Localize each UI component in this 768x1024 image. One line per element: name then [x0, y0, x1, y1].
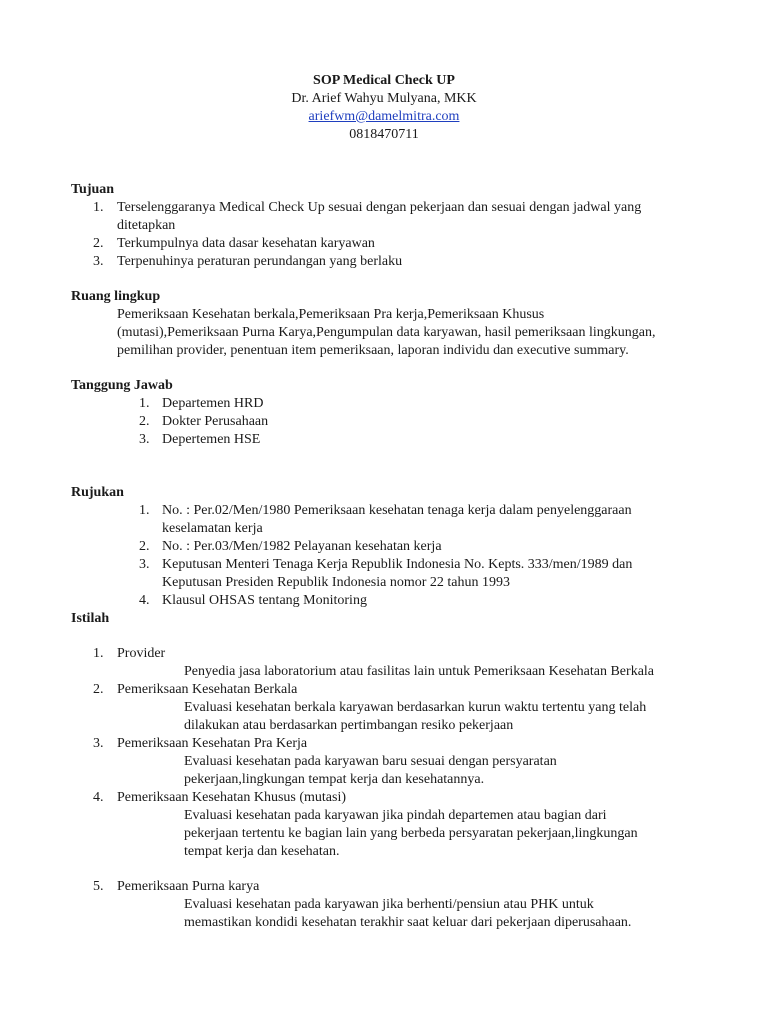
heading-istilah: Istilah [71, 611, 110, 626]
heading-tujuan: Tujuan [71, 182, 115, 197]
istilah-def-5-line1: Evaluasi kesehatan pada karyawan jika berhenti/pensiun atau PHK untuk [184, 897, 594, 912]
rujukan-num-2: 2. [139, 539, 150, 554]
ruang-lingkup-line3: pemilihan provider, penentuan item pemeriksaan, laporan individu dan executive summary. [117, 343, 629, 358]
istilah-def-5-line2: memastikan kondidi kesehatan terakhir saat keluar dari pekerjaan diperusahaan. [184, 915, 632, 930]
rujukan-item-3-line1: Keputusan Menteri Tenaga Kerja Republik Indonesia No. Kepts. 333/men/1989 dan [162, 557, 633, 572]
istilah-def-4-line2: pekerjaan tertentu ke bagian lain yang berbeda persyaratan pekerjaan,lingkungan [184, 826, 638, 841]
tujuan-num-1: 1. [93, 200, 104, 215]
document-header [0, 72, 768, 144]
ruang-lingkup-line1: Pemeriksaan Kesehatan berkala,Pemeriksaan Pra kerja,Pemeriksaan Khusus [117, 307, 545, 322]
istilah-def-3-line1: Evaluasi kesehatan pada karyawan baru sesuai dengan persyaratan [184, 754, 557, 769]
rujukan-num-3: 3. [139, 557, 150, 572]
author-email-link[interactable]: ariefwm@damelmitra.com [308, 109, 460, 124]
tujuan-item-2: Terkumpulnya data dasar kesehatan karyawan [117, 236, 375, 251]
istilah-def-4-line3: tempat kerja dan kesehatan. [184, 844, 340, 859]
istilah-num-4: 4. [93, 790, 104, 805]
istilah-num-3: 3. [93, 736, 104, 751]
tanggung-item-3: Depertemen HSE [162, 432, 261, 447]
rujukan-item-2: No. : Per.03/Men/1982 Pelayanan kesehatan kerja [162, 539, 442, 554]
heading-ruang-lingkup: Ruang lingkup [71, 289, 161, 304]
istilah-num-2: 2. [93, 682, 104, 697]
istilah-def-2-line2: dilakukan atau berdasarkan pertimbangan resiko pekerjaan [184, 718, 514, 733]
istilah-def-4-line1: Evaluasi kesehatan pada karyawan jika pindah departemen atau bagian dari [184, 808, 607, 823]
istilah-term-2: Pemeriksaan Kesehatan Berkala [117, 682, 298, 697]
istilah-term-1: Provider [117, 646, 166, 661]
rujukan-num-1: 1. [139, 503, 150, 518]
tujuan-item-1-line1: Terselenggaranya Medical Check Up sesuai dengan pekerjaan dan sesuai dengan jadwal yang [117, 200, 642, 215]
rujukan-item-4: Klausul OHSAS tentang Monitoring [162, 593, 367, 608]
istilah-num-1: 1. [93, 646, 104, 661]
istilah-term-3: Pemeriksaan Kesehatan Pra Kerja [117, 736, 308, 751]
istilah-num-5: 5. [93, 879, 104, 894]
heading-tanggung-jawab: Tanggung Jawab [71, 378, 173, 393]
tanggung-item-2: Dokter Perusahaan [162, 414, 269, 429]
rujukan-item-1-line2: keselamatan kerja [162, 521, 263, 536]
rujukan-item-1-line1: No. : Per.02/Men/1980 Pemeriksaan kesehatan tenaga kerja dalam penyelenggaraan [162, 503, 632, 518]
rujukan-item-3-line2: Keputusan Presiden Republik Indonesia nomor 22 tahun 1993 [162, 575, 511, 590]
tujuan-item-3: Terpenuhinya peraturan perundangan yang berlaku [117, 254, 403, 269]
ruang-lingkup-line2: (mutasi),Pemeriksaan Purna Karya,Pengumpulan data karyawan, hasil pemeriksaan lingkungan, [117, 325, 656, 340]
document-title: SOP Medical Check UP [313, 73, 455, 88]
rujukan-num-4: 4. [139, 593, 150, 608]
tanggung-num-3: 3. [139, 432, 150, 447]
heading-rujukan: Rujukan [71, 485, 124, 500]
istilah-def-3-line2: pekerjaan,lingkungan tempat kerja dan kesehatannya. [184, 772, 485, 787]
tanggung-num-2: 2. [139, 414, 150, 429]
tujuan-num-3: 3. [93, 254, 104, 269]
istilah-term-4: Pemeriksaan Kesehatan Khusus (mutasi) [117, 790, 346, 805]
author-phone: 0818470711 [349, 127, 419, 142]
tanggung-item-1: Departemen HRD [162, 396, 264, 411]
tujuan-item-1-line2: ditetapkan [117, 218, 176, 233]
istilah-def-1-line1: Penyedia jasa laboratorium atau fasilitas lain untuk Pemeriksaan Kesehatan Berkala [184, 664, 655, 679]
istilah-def-2-line1: Evaluasi kesehatan berkala karyawan berdasarkan kurun waktu tertentu yang telah [184, 700, 647, 715]
tanggung-num-1: 1. [139, 396, 150, 411]
author-name: Dr. Arief Wahyu Mulyana, MKK [291, 91, 477, 106]
istilah-term-5: Pemeriksaan Purna karya [117, 879, 260, 894]
tujuan-num-2: 2. [93, 236, 104, 251]
